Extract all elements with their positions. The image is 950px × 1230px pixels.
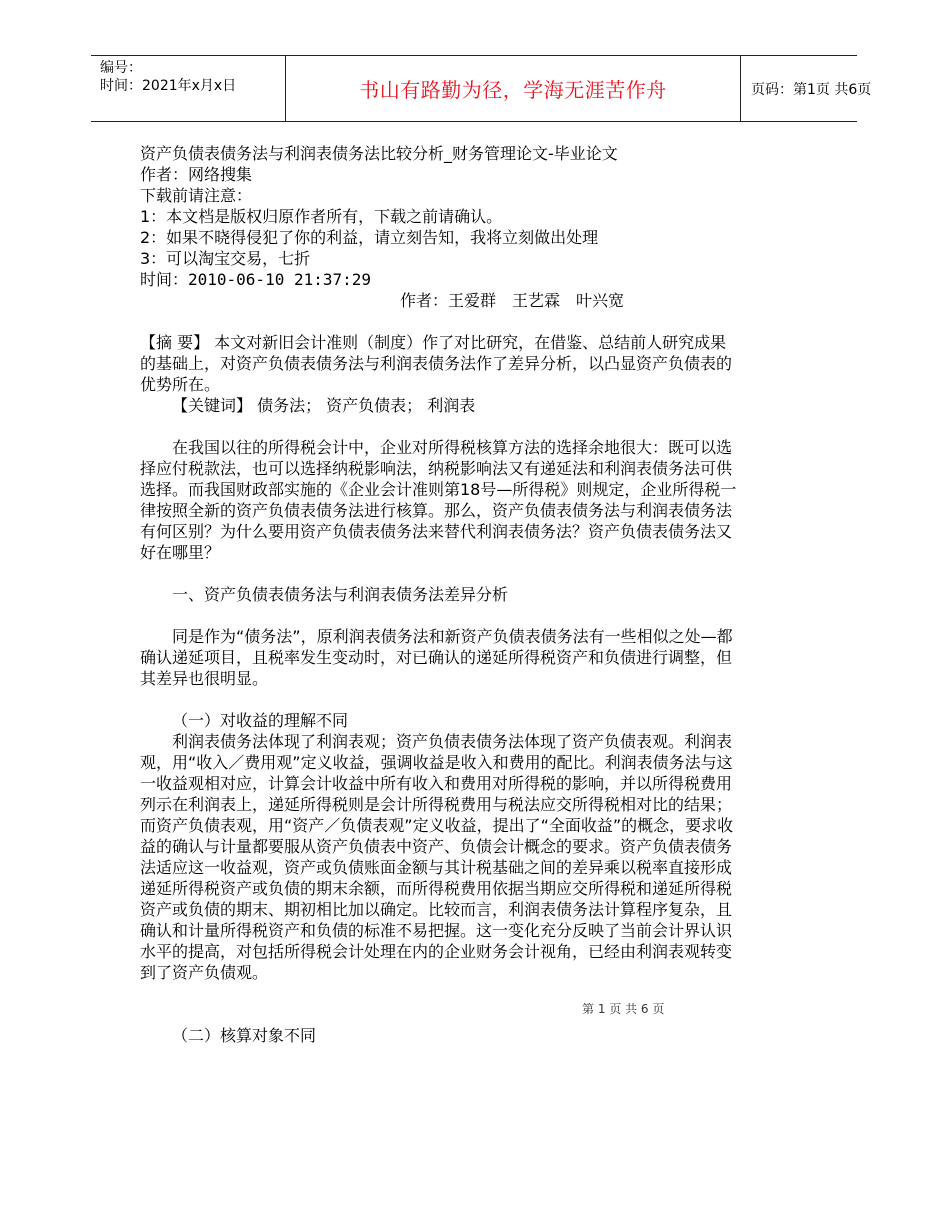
subsection-heading-1: （一）对收益的理解不同 [172, 711, 349, 730]
notice-title: 下载前请注意： [140, 186, 253, 205]
publish-time: 时间：2010-06-10 21:37:29 [140, 270, 372, 289]
motto: 书山有路勤为径，学海无涯苦作舟 [285, 56, 741, 121]
notice-item-1: 1：本文档是版权归原作者所有，下载之前请确认。 [140, 207, 503, 226]
number-label: 编号： [100, 60, 142, 76]
article-authors: 作者：王爱群 王艺霖 叶兴宽 [399, 291, 624, 310]
intro-paragraph: 在我国以往的所得税会计中，企业对所得税核算方法的选择余地很大：既可以选择应付税款法，也可以选择纳税影响法，纳税影响法又有递延法和利润表债务法可供选择。而我国财政部实施的《企业会计准则第18号—所得税》则规定，企业所得税一律按照全新的资产负债表债务法进行核算。那么，资产负债表债务法与利润表债务法有何区别？为什么要用资产负债表债务法来替代利润表债务法？资产负债表债务法又好在哪里？ [140, 438, 737, 562]
paragraph-2: 利润表债务法体现了利润表观；资产负债表债务法体现了资产负债表观。利润表观，用“收入／费用观”定义收益，强调收益是收入和费用的配比。利润表债务法与这一收益观相对应，计算会计收益中所有收入和费用对所得税的影响，并以所得税费用列示在利润表上，递延所得税则是会计所得税费用与税法应交所得税相对比的结果；而资产负债表观，用“资产／负债表观”定义收益，提出了“全面收益”的概念，要求收益的确认与计量都要服从资产负债表中资产、负债会计概念的要求。资产负债表债务法适应这一收益观，资产或负债账面金额与其计税基础之间的差异乘以税率直接形成递延所得税资产或负债的期末余额，而所得税费用依据当期应交所得税和递延所得税资产或负债的期末、期初相比加以确定。比较而言，利润表债务法计算程序复杂，且确认和计量所得税资产和负债的标准不易把握。这一变化充分反映了当前会计界认识水平的提高，对包括所得税会计处理在内的企业财务会计视角，已经由利润表观转变到了资产负债观。 [140, 732, 734, 982]
page-footer-number: 第 1 页 共 6 页 [582, 1002, 665, 1016]
subsection-heading-2: （二）核算对象不同 [172, 1026, 317, 1045]
keywords: 【关键词】 债务法； 资产负债表； 利润表 [172, 396, 476, 415]
abstract: 【摘 要】 本文对新旧会计准则（制度）作了对比研究，在借鉴、总结前人研究成果的基础上，对资产负债表债务法与利润表债务法作了差异分析，以凸显资产负债表的优势所在。 [140, 333, 733, 394]
page-info: 页码：第1页 共6页 [751, 81, 872, 98]
header-left-cell [91, 56, 283, 121]
time-label: 时间：2021年x月x日 [100, 78, 237, 94]
doc-title: 资产负债表债务法与利润表债务法比较分析_财务管理论文-毕业论文 [140, 144, 618, 163]
document-body [140, 143, 740, 1046]
notice-item-2: 2：如果不晓得侵犯了你的利益，请立刻告知，我将立刻做出处理 [140, 228, 599, 247]
paragraph-1: 同是作为“债务法”，原利润表债务法和新资产负债表债务法有一些相似之处—都确认递延项目，且税率发生变动时，对已确认的递延所得税资产和负债进行调整，但其差异也很明显。 [140, 627, 733, 688]
page-header [91, 55, 872, 122]
section-heading-1: 一、资产负债表债务法与利润表债务法差异分析 [172, 585, 509, 604]
source-author: 作者：网络搜集 [140, 165, 253, 184]
notice-item-3: 3：可以淘宝交易，七折 [140, 249, 311, 268]
